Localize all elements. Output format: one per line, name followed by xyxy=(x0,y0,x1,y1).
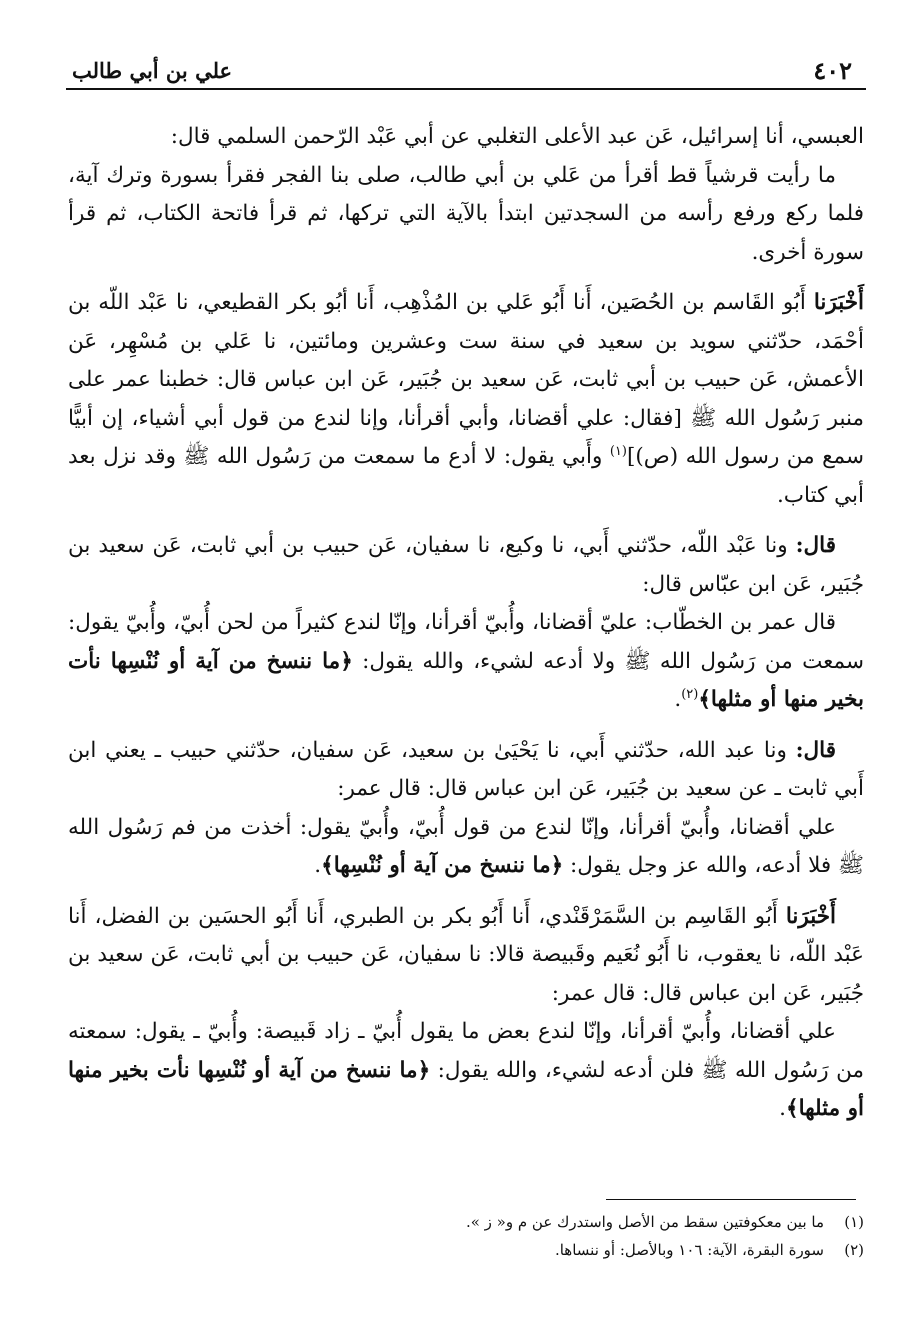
paragraph-tail: . xyxy=(314,853,322,878)
paragraph-text: علي أقضانا، وأُبيّ أقرأنا، وإنّا لندع بعض ما يقول أُبيّ ـ زاد قَبيصة: وأُبيّ ـ يقول: سمعته من رَسُول الله ﷺ فلن أدعه لشيء، والله يقول: xyxy=(68,1019,865,1083)
paragraph xyxy=(68,527,864,604)
footnote-number: (٢) xyxy=(844,1241,864,1259)
footnote-divider xyxy=(606,1199,856,1200)
paragraph-tail: وأَبي يقول: لا أدع ما سمعت من رَسُول الله ﷺ وقد نزل بعد أبي كتاب. xyxy=(68,444,864,508)
paragraph-text: ونا عبد الله، حدّثني أَبي، نا يَحْيَىٰ بن سعيد، عَن سفيان، حدّثني حبيب ـ يعني ابن أَبي ثابت ـ عن سعيد بن جُبَير، عَن ابن عباس قال: قال عمر: xyxy=(68,737,864,801)
footnotes xyxy=(68,1208,864,1264)
paragraph xyxy=(68,898,864,1014)
paragraph-tail: . xyxy=(674,687,682,712)
footnote-marker: (١) xyxy=(609,443,627,459)
footnote-number: (١) xyxy=(844,1213,864,1231)
paragraph-lead: أَخْبَرَنا xyxy=(813,290,864,315)
paragraph-tail: . xyxy=(779,1096,786,1121)
paragraph xyxy=(68,118,864,157)
paragraph-lead: قال: xyxy=(795,737,836,763)
footnote xyxy=(68,1236,864,1264)
footnote-text: ما بين معكوفتين سقط من الأصل واستدرك عن م و« ز ». xyxy=(465,1213,824,1231)
page-number: ٤٠٢ xyxy=(813,56,852,85)
paragraph-text: أَبُو القَاسم بن الحُصَين، أَنا أَبُو عَلي بن المُذْهِب، أَنا أبُو بكر القطيعي، نا عَبْد اللّه بن أحْمَد، حدّثني سويد بن سعيد في سنة ست وعشرين ومائتين، نا عَلي بن مُسْهِر، عَن الأعمش، عَن حبيب بن أبي ثابت، عَن سعيد بن جُبَير، عَن ابن عباس قال: خطبنا عمر على منبر رَسُول الله ﷺ [فقال: علي أقضانا، وأبي أقرأنا، وإنا لندع من قول أبي أشياء، إن أبيًّا سمع من رسول الله (ص)] xyxy=(68,290,865,469)
paragraph-text: أَبُو القَاسِم بن السَّمَرْقَنْدي، أَنا أَبُو بكر بن الطبري، أَنا أَبُو الحسَين بن الفضل، أَنا عَبْد اللّه، نا يعقوب، نا أَبُو نُعَيم وقَبيصة قالا: نا سفيان، عَن حبيب بن أبي ثابت، عَن سعيد بن جُبَير، عَن ابن عباس قال: قال عمر: xyxy=(68,903,864,1006)
main-text xyxy=(68,118,864,1129)
paragraph-lead: قال: xyxy=(795,533,836,558)
paragraph xyxy=(68,284,864,515)
paragraph xyxy=(68,604,864,720)
paragraph-lead: أَخْبَرَنا xyxy=(785,903,836,929)
page-header xyxy=(66,52,866,90)
paragraph xyxy=(68,809,864,886)
paragraph-text: علي أقضانا، وأُبيّ أقرأنا، وإنّا لندع من قول أُبيّ، وأُبيّ يقول: أخذت من فم رَسُول الله ﷺ فلا أدعه، والله عز وجل يقول: xyxy=(68,814,864,878)
quran-quote: ﴿ما ننسخ من آية أو نُنْسِها نأت بخير منها أو مثلها﴾ xyxy=(68,1057,864,1121)
paragraph xyxy=(68,732,864,809)
footnote xyxy=(68,1208,864,1236)
paragraph-text: ونا عَبْد اللّه، حدّثني أَبي، نا وكيع، نا سفيان، عَن حبيب بن أبي ثابت، عَن سعيد بن جُبَير، عَن ابن عبّاس قال: xyxy=(68,533,864,597)
paragraph xyxy=(68,1013,864,1129)
paragraph-text: ما رأيت قرشياً قط أقرأ من عَلي بن أبي طالب، صلى بنا الفجر فقرأ بسورة وترك آية، فلما ركع ورفع رأسه من السجدتين ابتدأ بالآية التي تركها، ثم قرأ فاتحة الكتاب، ثم قرأ سورة أخرى. xyxy=(68,162,864,265)
footnote-marker: (٢) xyxy=(681,686,699,702)
quran-quote: ﴿ما ننسخ من آية أو نُنْسِها نأت بخير منها أو مثلها﴾ xyxy=(68,648,864,712)
paragraph-text: قال عمر بن الخطّاب: عليّ أقضانا، وأُبيّ أقرأنا، وإنّا لندع كثيراً من لحن أُبيّ، وأُبيّ يقول: سمعت من رَسُول الله ﷺ ولا أدعه لشيء، والله يقول: xyxy=(68,610,864,674)
paragraph xyxy=(68,157,864,273)
footnote-text: سورة البقرة، الآية: ١٠٦ وبالأصل: أو ننساها. xyxy=(554,1241,824,1259)
paragraph-text: العبسي، أنا إسرائيل، عَن عبد الأعلى التغلبي عن أبي عَبْد الرّحمن السلمي قال: xyxy=(170,124,864,149)
quran-quote: ﴿ما ننسخ من آية أو نُنْسِها﴾ xyxy=(321,853,564,878)
running-title: علي بن أبي طالب xyxy=(72,58,233,83)
